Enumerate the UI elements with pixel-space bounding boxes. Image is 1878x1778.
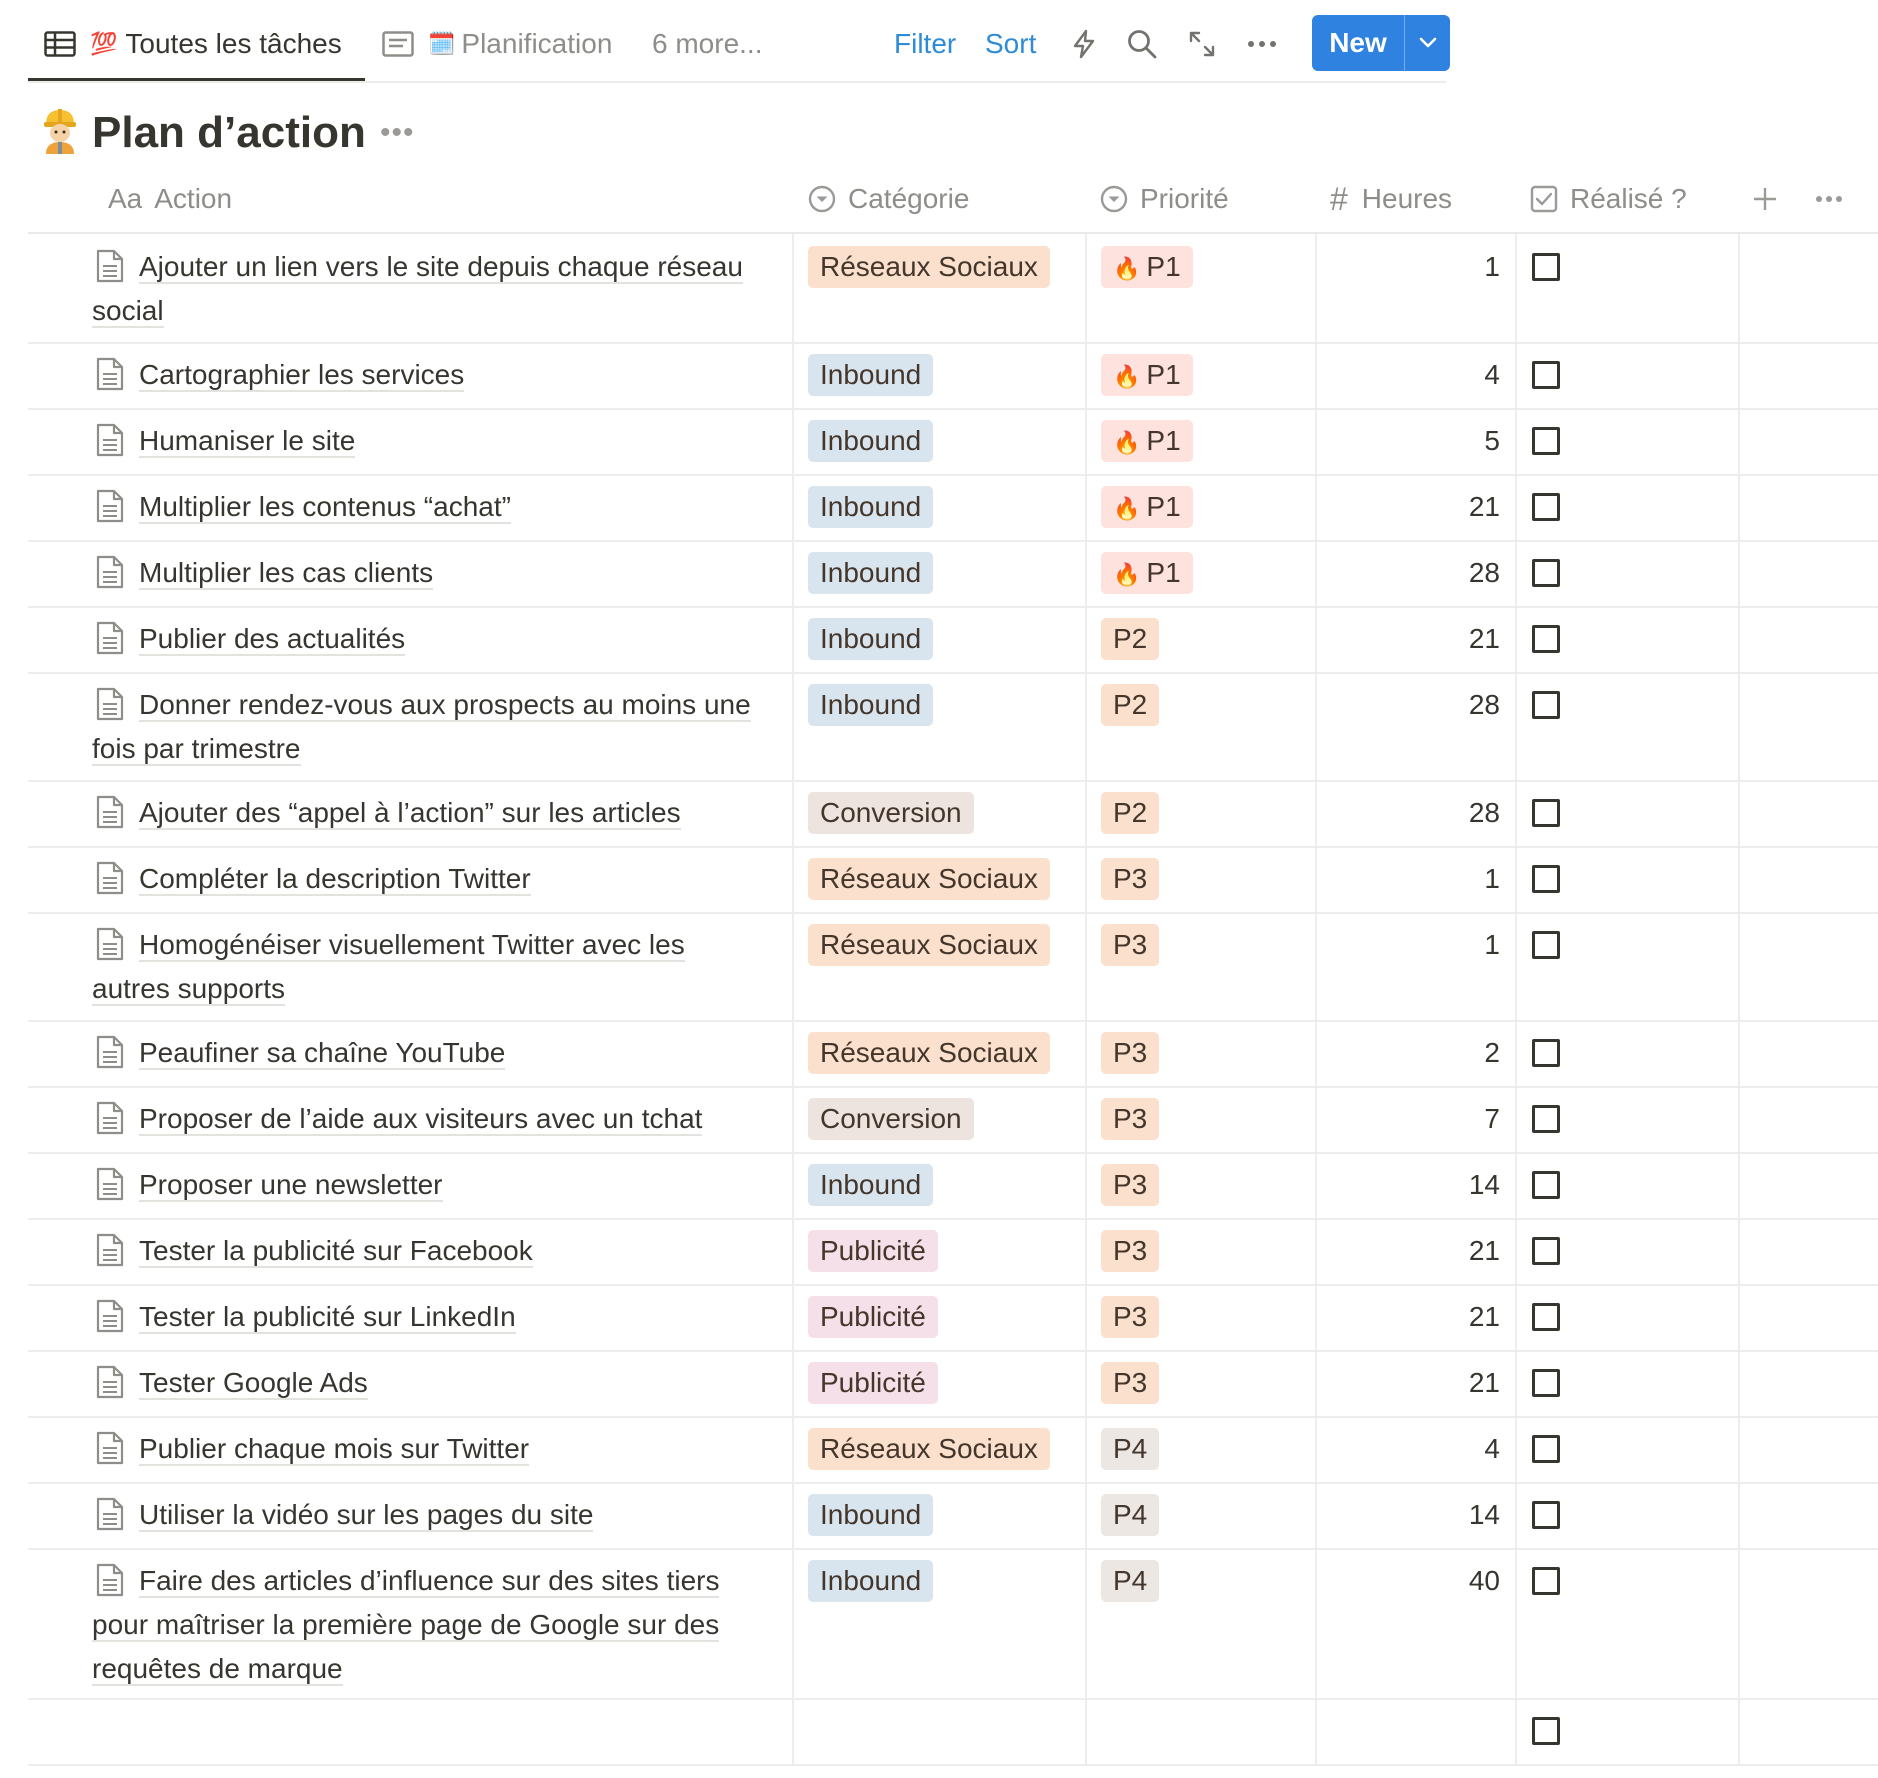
category-tag[interactable]: Inbound bbox=[808, 1494, 933, 1536]
column-divider bbox=[1085, 234, 1087, 1764]
column-options-icon[interactable] bbox=[1815, 176, 1855, 222]
action-line bbox=[92, 617, 772, 661]
new-button[interactable] bbox=[1312, 15, 1450, 71]
priority-label: P4 bbox=[1113, 1433, 1148, 1464]
hours-value[interactable]: 21 bbox=[1468, 1301, 1500, 1332]
priority-label: P1 bbox=[1146, 251, 1181, 282]
automation-lightning-icon[interactable] bbox=[1064, 24, 1104, 64]
hours-value[interactable]: 1 bbox=[1484, 929, 1500, 960]
tab-toutes-les-taches[interactable] bbox=[44, 22, 342, 66]
hours-value[interactable]: 14 bbox=[1468, 1169, 1500, 1200]
action-text: Tester Google Ads bbox=[139, 1367, 368, 1398]
action-text: Ajouter un lien vers le site depuis chaque réseau bbox=[139, 251, 743, 282]
row-divider bbox=[28, 1416, 1878, 1418]
priority-label: P2 bbox=[1113, 797, 1148, 828]
row-action-title[interactable] bbox=[92, 1559, 772, 1691]
priority-label: P3 bbox=[1113, 1367, 1148, 1398]
action-line bbox=[92, 485, 772, 529]
action-text: pour maîtriser la première page de Google sur des bbox=[92, 1609, 720, 1640]
done-checkbox[interactable] bbox=[1532, 799, 1560, 827]
action-line bbox=[92, 245, 772, 289]
done-checkbox[interactable] bbox=[1532, 1303, 1560, 1331]
priority-label: P2 bbox=[1113, 689, 1148, 720]
priority-tag[interactable] bbox=[1101, 552, 1193, 594]
done-checkbox[interactable] bbox=[1532, 931, 1560, 959]
category-tag[interactable]: Réseaux Sociaux bbox=[808, 246, 1050, 288]
row-divider bbox=[28, 1350, 1878, 1352]
done-checkbox[interactable] bbox=[1532, 1567, 1560, 1595]
page-title[interactable]: Plan d’action bbox=[92, 108, 366, 157]
column-label: Heures bbox=[1361, 183, 1453, 214]
column-header-heures[interactable] bbox=[1330, 176, 1452, 222]
filter-button[interactable]: Filter bbox=[894, 28, 957, 59]
table-view-icon bbox=[44, 31, 76, 57]
calendar-view-icon bbox=[382, 31, 414, 57]
action-text: Proposer de l’aide aux visiteurs avec un tchat bbox=[139, 1103, 703, 1134]
priority-label: P3 bbox=[1113, 1169, 1148, 1200]
action-text: Donner rendez-vous aux prospects au moins une bbox=[139, 689, 751, 720]
search-icon[interactable] bbox=[1122, 24, 1162, 64]
fire-emoji-icon: 🔥 bbox=[1113, 562, 1141, 587]
row-divider bbox=[28, 1548, 1878, 1550]
action-line bbox=[92, 1559, 772, 1603]
priority-tag[interactable] bbox=[1101, 858, 1159, 900]
header-divider bbox=[28, 232, 1878, 234]
action-text: Compléter la description Twitter bbox=[139, 863, 531, 894]
row-divider bbox=[28, 1218, 1878, 1220]
action-line bbox=[92, 1163, 772, 1207]
row-action-title[interactable] bbox=[92, 1295, 772, 1339]
category-tag[interactable]: Inbound bbox=[808, 1164, 933, 1206]
select-property-icon bbox=[808, 185, 836, 213]
column-divider bbox=[1738, 234, 1740, 1764]
priority-label: P3 bbox=[1113, 1235, 1148, 1266]
sort-button[interactable]: Sort bbox=[985, 28, 1037, 59]
row-action-title[interactable] bbox=[92, 857, 772, 901]
action-text: Utiliser la vidéo sur les pages du site bbox=[139, 1499, 594, 1530]
new-button-label[interactable]: New bbox=[1329, 27, 1387, 58]
priority-label: P1 bbox=[1146, 425, 1181, 456]
column-header-categorie[interactable] bbox=[808, 176, 969, 222]
fire-emoji-icon: 🔥 bbox=[1113, 496, 1141, 521]
row-divider bbox=[28, 540, 1878, 542]
hours-value[interactable]: 14 bbox=[1468, 1499, 1500, 1530]
column-label: Catégorie bbox=[848, 183, 970, 214]
action-line bbox=[92, 1427, 772, 1471]
action-text: Publier des actualités bbox=[139, 623, 406, 654]
priority-tag[interactable] bbox=[1101, 1098, 1159, 1140]
priority-tag[interactable] bbox=[1101, 618, 1159, 660]
fire-emoji-icon: 🔥 bbox=[1113, 364, 1141, 389]
row-action-title[interactable] bbox=[92, 923, 772, 1011]
row-action-title[interactable] bbox=[92, 683, 772, 771]
category-tag[interactable]: Publicité bbox=[808, 1362, 938, 1404]
row-action-title[interactable] bbox=[92, 1229, 772, 1273]
row-divider bbox=[28, 780, 1878, 782]
row-divider bbox=[28, 606, 1878, 608]
priority-label: P3 bbox=[1113, 1103, 1148, 1134]
hours-value[interactable]: 28 bbox=[1468, 557, 1500, 588]
action-line bbox=[92, 791, 772, 835]
action-line bbox=[92, 551, 772, 595]
category-tag[interactable]: Inbound bbox=[808, 420, 933, 462]
done-checkbox[interactable] bbox=[1532, 427, 1560, 455]
category-tag[interactable]: Inbound bbox=[808, 684, 933, 726]
row-action-title[interactable] bbox=[92, 1097, 772, 1141]
done-checkbox[interactable] bbox=[1532, 1237, 1560, 1265]
priority-tag[interactable] bbox=[1101, 684, 1159, 726]
category-tag[interactable]: Inbound bbox=[808, 354, 933, 396]
hours-value[interactable]: 21 bbox=[1468, 491, 1500, 522]
action-text: fois par trimestre bbox=[92, 733, 301, 764]
action-line bbox=[92, 1647, 772, 1691]
category-tag[interactable]: Inbound bbox=[808, 618, 933, 660]
done-checkbox[interactable] bbox=[1532, 361, 1560, 389]
done-checkbox[interactable] bbox=[1532, 691, 1560, 719]
priority-tag[interactable] bbox=[1101, 1362, 1159, 1404]
row-action-title[interactable] bbox=[92, 245, 772, 333]
action-text: requêtes de marque bbox=[92, 1653, 343, 1684]
priority-tag[interactable] bbox=[1101, 1164, 1159, 1206]
row-divider bbox=[28, 1482, 1878, 1484]
column-label: Priorité bbox=[1140, 183, 1229, 214]
hours-value[interactable]: 2 bbox=[1484, 1037, 1500, 1068]
hours-value[interactable]: 4 bbox=[1484, 359, 1500, 390]
action-text: Faire des articles d’influence sur des sites tiers bbox=[139, 1565, 720, 1596]
action-text: social bbox=[92, 295, 164, 326]
row-action-title[interactable] bbox=[92, 1361, 772, 1405]
row-divider bbox=[28, 1698, 1878, 1700]
priority-tag[interactable] bbox=[1101, 1428, 1159, 1470]
category-tag[interactable]: Inbound bbox=[808, 1560, 933, 1602]
action-text: Tester la publicité sur LinkedIn bbox=[139, 1301, 516, 1332]
priority-tag[interactable] bbox=[1101, 354, 1193, 396]
text-property-icon: Aa bbox=[108, 183, 143, 214]
priority-label: P3 bbox=[1113, 1301, 1148, 1332]
done-checkbox[interactable] bbox=[1532, 865, 1560, 893]
action-text: Ajouter des “appel à l’action” sur les articles bbox=[139, 797, 681, 828]
fire-emoji-icon: 🔥 bbox=[1113, 256, 1141, 281]
done-checkbox[interactable] bbox=[1532, 625, 1560, 653]
action-line bbox=[92, 1031, 772, 1075]
row-action-title[interactable] bbox=[92, 1493, 772, 1537]
chevron-down-icon[interactable] bbox=[1405, 15, 1450, 71]
category-tag[interactable]: Réseaux Sociaux bbox=[808, 924, 1050, 966]
hours-value[interactable]: 28 bbox=[1468, 689, 1500, 720]
priority-label: P4 bbox=[1113, 1565, 1148, 1596]
category-tag[interactable]: Conversion bbox=[808, 1098, 974, 1140]
column-header-priorite[interactable] bbox=[1100, 176, 1229, 222]
priority-label: P1 bbox=[1146, 557, 1181, 588]
row-divider bbox=[28, 1086, 1878, 1088]
action-line bbox=[92, 1603, 772, 1647]
category-tag[interactable]: Réseaux Sociaux bbox=[808, 1032, 1050, 1074]
row-action-title[interactable] bbox=[92, 617, 772, 661]
done-checkbox[interactable] bbox=[1532, 559, 1560, 587]
tab-planification[interactable] bbox=[382, 22, 612, 66]
hours-value[interactable]: 21 bbox=[1468, 1367, 1500, 1398]
fire-emoji-icon: 🔥 bbox=[1113, 430, 1141, 455]
row-divider bbox=[28, 342, 1878, 344]
column-label: Réalisé ? bbox=[1570, 183, 1687, 214]
action-text: Homogénéiser visuellement Twitter avec les bbox=[139, 929, 685, 960]
hours-value[interactable]: 1 bbox=[1484, 251, 1500, 282]
row-action-title[interactable] bbox=[92, 1163, 772, 1207]
done-checkbox[interactable] bbox=[1532, 493, 1560, 521]
hours-value[interactable]: 28 bbox=[1468, 797, 1500, 828]
hours-value[interactable]: 21 bbox=[1468, 623, 1500, 654]
add-property-icon[interactable] bbox=[1752, 176, 1790, 222]
more-options-icon[interactable] bbox=[1242, 24, 1282, 64]
action-line bbox=[92, 967, 772, 1011]
column-divider bbox=[1515, 234, 1517, 1764]
action-line bbox=[92, 419, 772, 463]
category-tag[interactable]: Publicité bbox=[808, 1230, 938, 1272]
row-action-title[interactable] bbox=[92, 485, 772, 529]
category-tag[interactable]: Inbound bbox=[808, 486, 933, 528]
priority-label: P2 bbox=[1113, 623, 1148, 654]
action-text: autres supports bbox=[92, 973, 285, 1004]
priority-tag[interactable] bbox=[1101, 1296, 1159, 1338]
action-text: Cartographier les services bbox=[139, 359, 465, 390]
row-action-title[interactable] bbox=[92, 791, 772, 835]
row-divider bbox=[28, 672, 1878, 674]
new-row-checkbox[interactable] bbox=[1532, 1717, 1560, 1745]
action-text: Multiplier les contenus “achat” bbox=[139, 491, 511, 522]
hours-value[interactable]: 7 bbox=[1484, 1103, 1500, 1134]
select-property-icon bbox=[1100, 185, 1128, 213]
toolbar-divider bbox=[28, 81, 1446, 83]
row-action-title[interactable] bbox=[92, 551, 772, 595]
more-views-button[interactable]: 6 more... bbox=[652, 28, 763, 59]
action-line bbox=[92, 857, 772, 901]
row-divider bbox=[28, 1152, 1878, 1154]
action-line bbox=[92, 1493, 772, 1537]
category-tag[interactable]: Publicité bbox=[808, 1296, 938, 1338]
priority-label: P3 bbox=[1113, 863, 1148, 894]
hours-value[interactable]: 4 bbox=[1484, 1433, 1500, 1464]
action-line bbox=[92, 353, 772, 397]
action-line bbox=[92, 683, 772, 727]
priority-tag[interactable] bbox=[1101, 1494, 1159, 1536]
hours-value[interactable]: 1 bbox=[1484, 863, 1500, 894]
action-line bbox=[92, 1229, 772, 1273]
hours-value[interactable]: 5 bbox=[1484, 425, 1500, 456]
row-divider bbox=[28, 1020, 1878, 1022]
column-header-realise[interactable] bbox=[1530, 176, 1687, 222]
column-divider bbox=[792, 234, 794, 1764]
hundred-points-emoji-icon: 💯 bbox=[90, 31, 118, 56]
category-tag[interactable]: Conversion bbox=[808, 792, 974, 834]
priority-tag[interactable] bbox=[1101, 1032, 1159, 1074]
tab-label: Planification bbox=[461, 28, 613, 59]
row-divider bbox=[28, 846, 1878, 848]
row-divider bbox=[28, 408, 1878, 410]
done-checkbox[interactable] bbox=[1532, 1171, 1560, 1199]
done-checkbox[interactable] bbox=[1532, 1039, 1560, 1067]
row-divider bbox=[28, 1764, 1878, 1766]
action-text: Tester la publicité sur Facebook bbox=[139, 1235, 533, 1266]
done-checkbox[interactable] bbox=[1532, 1501, 1560, 1529]
action-line bbox=[92, 289, 772, 333]
construction-worker-icon[interactable] bbox=[40, 106, 80, 154]
hours-value[interactable]: 21 bbox=[1468, 1235, 1500, 1266]
action-text: Proposer une newsletter bbox=[139, 1169, 443, 1200]
tab-label: Toutes les tâches bbox=[125, 28, 342, 59]
done-checkbox[interactable] bbox=[1532, 253, 1560, 281]
priority-tag[interactable] bbox=[1101, 1230, 1159, 1272]
column-header-action[interactable] bbox=[108, 176, 232, 222]
page-more-icon[interactable]: ••• bbox=[380, 116, 415, 149]
priority-label: P1 bbox=[1146, 491, 1181, 522]
action-line bbox=[92, 1361, 772, 1405]
priority-label: P1 bbox=[1146, 359, 1181, 390]
priority-tag[interactable] bbox=[1101, 486, 1193, 528]
action-line bbox=[92, 1295, 772, 1339]
row-divider bbox=[28, 474, 1878, 476]
row-action-title[interactable] bbox=[92, 353, 772, 397]
category-tag[interactable]: Réseaux Sociaux bbox=[808, 1428, 1050, 1470]
priority-tag[interactable] bbox=[1101, 1560, 1159, 1602]
calendar-emoji-icon: 🗓️ bbox=[428, 31, 456, 56]
priority-tag[interactable] bbox=[1101, 246, 1193, 288]
priority-tag[interactable] bbox=[1101, 420, 1193, 462]
action-text: Humaniser le site bbox=[139, 425, 356, 456]
priority-tag[interactable] bbox=[1101, 792, 1159, 834]
row-action-title[interactable] bbox=[92, 419, 772, 463]
row-action-title[interactable] bbox=[92, 1031, 772, 1075]
action-line bbox=[92, 923, 772, 967]
action-line bbox=[92, 727, 772, 771]
priority-label: P3 bbox=[1113, 929, 1148, 960]
done-checkbox[interactable] bbox=[1532, 1105, 1560, 1133]
done-checkbox[interactable] bbox=[1532, 1369, 1560, 1397]
row-action-title[interactable] bbox=[92, 1427, 772, 1471]
row-divider bbox=[28, 1284, 1878, 1286]
action-line bbox=[92, 1097, 772, 1141]
category-tag[interactable]: Inbound bbox=[808, 552, 933, 594]
priority-tag[interactable] bbox=[1101, 924, 1159, 966]
column-label: Action bbox=[154, 183, 233, 214]
done-checkbox[interactable] bbox=[1532, 1435, 1560, 1463]
priority-label: P3 bbox=[1113, 1037, 1148, 1068]
action-text: Publier chaque mois sur Twitter bbox=[139, 1433, 530, 1464]
hours-value[interactable]: 40 bbox=[1468, 1565, 1500, 1596]
priority-label: P4 bbox=[1113, 1499, 1148, 1530]
number-property-icon: # bbox=[1330, 180, 1348, 217]
column-divider bbox=[1315, 234, 1317, 1764]
action-text: Multiplier les cas clients bbox=[139, 557, 434, 588]
checkbox-property-icon bbox=[1530, 185, 1558, 213]
expand-icon[interactable] bbox=[1182, 24, 1222, 64]
action-text: Peaufiner sa chaîne YouTube bbox=[139, 1037, 506, 1068]
category-tag[interactable]: Réseaux Sociaux bbox=[808, 858, 1050, 900]
row-divider bbox=[28, 912, 1878, 914]
